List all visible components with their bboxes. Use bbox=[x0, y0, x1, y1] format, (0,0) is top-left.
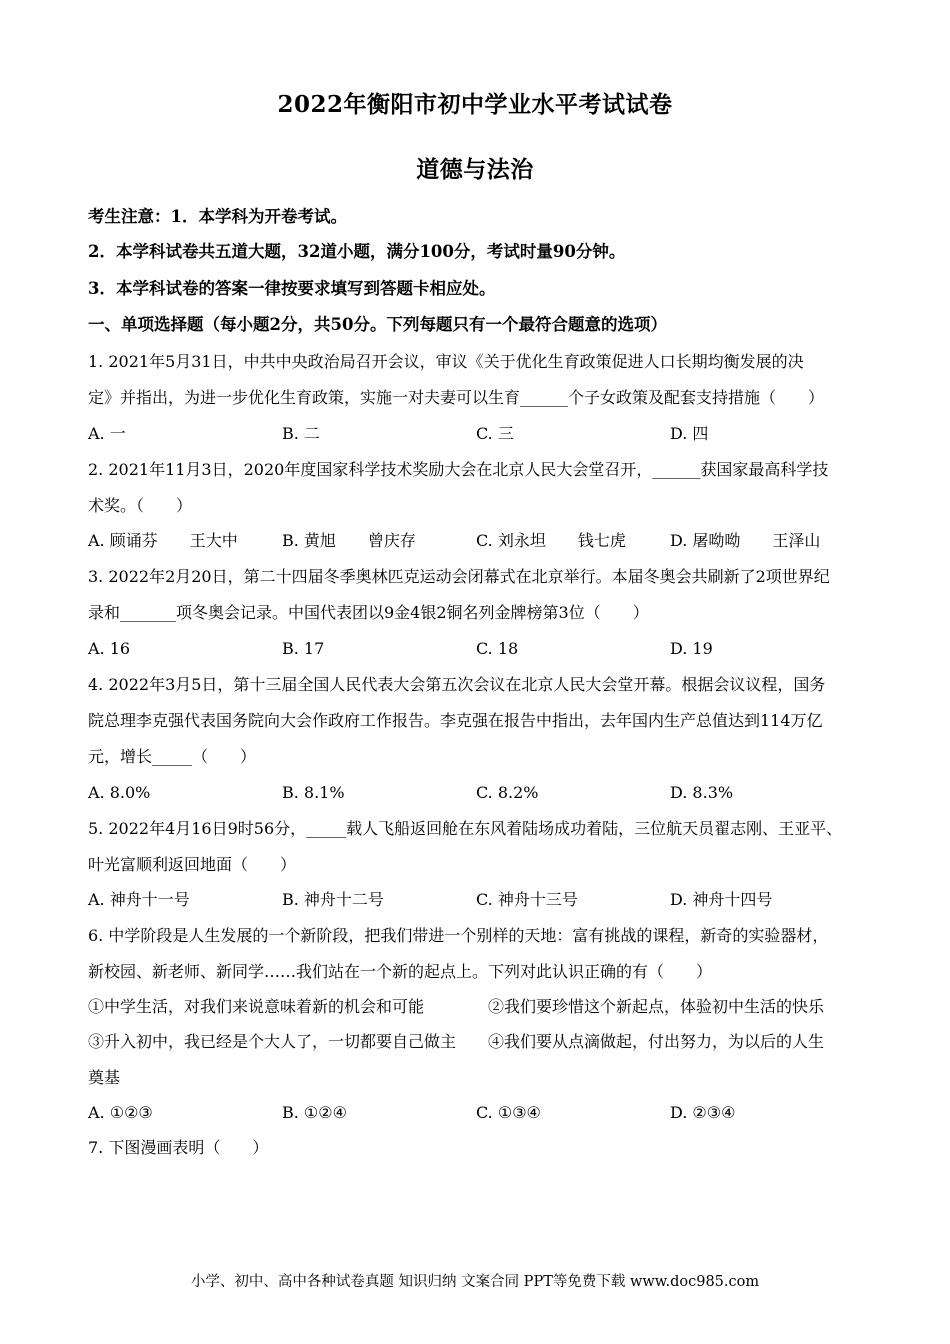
option-d: D. 19 bbox=[670, 639, 713, 658]
option-d: D. 8.3% bbox=[670, 783, 734, 802]
subject-title: 道德与法治 bbox=[416, 156, 534, 183]
question-6-line-2: 新校园、新老师、新同学……我们站在一个新的起点上。下列对此认识正确的有（ ） bbox=[88, 962, 713, 981]
option-d: D. 神舟十四号 bbox=[670, 890, 773, 909]
question-5-options bbox=[88, 890, 868, 910]
option-d: D. ②③④ bbox=[670, 1103, 736, 1122]
question-3-options bbox=[88, 639, 868, 659]
note-3: 3．本学科试卷的答案一律按要求填写到答题卡相应处。 bbox=[88, 279, 496, 298]
question-2-line-2: 术奖。（ ） bbox=[88, 496, 193, 515]
option-a: A. ①②③ bbox=[88, 1103, 153, 1122]
question-1-line-1: 1. 2021年5月31日，中共中央政治局召开会议，审议《关于优化生育政策促进人口长期均衡发展的决 bbox=[88, 352, 804, 371]
option-c: C. ①③④ bbox=[476, 1103, 541, 1122]
option-b: B. 8.1% bbox=[282, 783, 345, 802]
page-footer: 小学、初中、高中各种试卷真题 知识归纳 文案合同 PPT等免费下载 www.doc985.com bbox=[190, 1274, 760, 1290]
question-1-options bbox=[88, 424, 868, 444]
option-a: A. 8.0% bbox=[88, 783, 151, 802]
question-6-statements-3-4: ③升入初中，我已经是个大人了，一切都要自己做主 ④我们要从点滴做起，付出努力，为以后的人生 bbox=[88, 1032, 825, 1051]
option-b: B. 17 bbox=[282, 639, 325, 658]
question-3-line-2: 录和_______项冬奥会记录。中国代表团以9金4银2铜名列金牌榜第3位（ ） bbox=[88, 603, 649, 622]
question-4-options bbox=[88, 783, 868, 803]
question-2-line-1: 2. 2021年11月3日，2020年度国家科学技术奖励大会在北京人民大会堂召开，______获国家最高科学技 bbox=[88, 460, 829, 479]
question-6-line-1: 6. 中学阶段是人生发展的一个新阶段，把我们带进一个别样的天地：富有挑战的课程，新奇的实验器材， bbox=[88, 926, 829, 945]
question-4-line-3: 元，增长_____（ ） bbox=[88, 747, 257, 766]
question-4-line-1: 4. 2022年3月5日，第十三届全国人民代表大会第五次会议在北京人民大会堂开幕。根据会议议程，国务 bbox=[88, 675, 826, 694]
option-a: A. 一 bbox=[88, 424, 126, 443]
question-2-options bbox=[88, 531, 868, 551]
option-b: B. 黄旭 曾庆存 bbox=[282, 531, 416, 550]
note-1: 考生注意：1．本学科为开卷考试。 bbox=[88, 207, 347, 226]
note-2: 2．本学科试卷共五道大题，32道小题，满分100分，考试时量90分钟。 bbox=[88, 242, 626, 261]
option-b: B. 二 bbox=[282, 424, 320, 443]
question-5-line-2: 叶光富顺利返回地面（ ） bbox=[88, 855, 297, 874]
option-c: C. 8.2% bbox=[476, 783, 539, 802]
question-6-statement-4-cont: 奠基 bbox=[88, 1068, 121, 1087]
option-d: D. 屠呦呦 王泽山 bbox=[670, 531, 821, 550]
option-c: C. 18 bbox=[476, 639, 519, 658]
option-d: D. 四 bbox=[670, 424, 709, 443]
option-c: C. 三 bbox=[476, 424, 514, 443]
question-1-line-2: 定》并指出，为进一步优化生育政策，实施一对夫妻可以生育______个子女政策及配套支持措施（ ） bbox=[88, 388, 825, 407]
exam-title: 2022年衡阳市初中学业水平考试试卷 bbox=[277, 91, 673, 118]
question-7-line-1: 7. 下图漫画表明（ ） bbox=[88, 1138, 269, 1157]
option-a: A. 16 bbox=[88, 639, 131, 658]
option-b: B. ①②④ bbox=[282, 1103, 347, 1122]
question-4-line-2: 院总理李克强代表国务院向大会作政府工作报告。李克强在报告中指出，去年国内生产总值达到114万亿 bbox=[88, 711, 823, 730]
question-3-line-1: 3. 2022年2月20日，第二十四届冬季奥林匹克运动会闭幕式在北京举行。本届冬奥会共刷新了2项世界纪 bbox=[88, 567, 830, 586]
question-6-options bbox=[88, 1103, 868, 1123]
section-heading: 一、单项选择题（每小题2分，共50分。下列每题只有一个最符合题意的选项） bbox=[88, 315, 667, 334]
option-b: B. 神舟十二号 bbox=[282, 890, 384, 909]
option-a: A. 神舟十一号 bbox=[88, 890, 190, 909]
question-6-statements-1-2: ①中学生活，对我们来说意味着新的机会和可能 ②我们要珍惜这个新起点，体验初中生活的快乐 bbox=[88, 997, 825, 1016]
option-c: C. 神舟十三号 bbox=[476, 890, 578, 909]
option-c: C. 刘永坦 钱七虎 bbox=[476, 531, 626, 550]
question-5-line-1: 5. 2022年4月16日9时56分，_____载人飞船返回舱在东风着陆场成功着陆，三位航天员翟志刚、王亚平、 bbox=[88, 819, 843, 838]
option-a: A. 顾诵芬 王大中 bbox=[88, 531, 238, 550]
